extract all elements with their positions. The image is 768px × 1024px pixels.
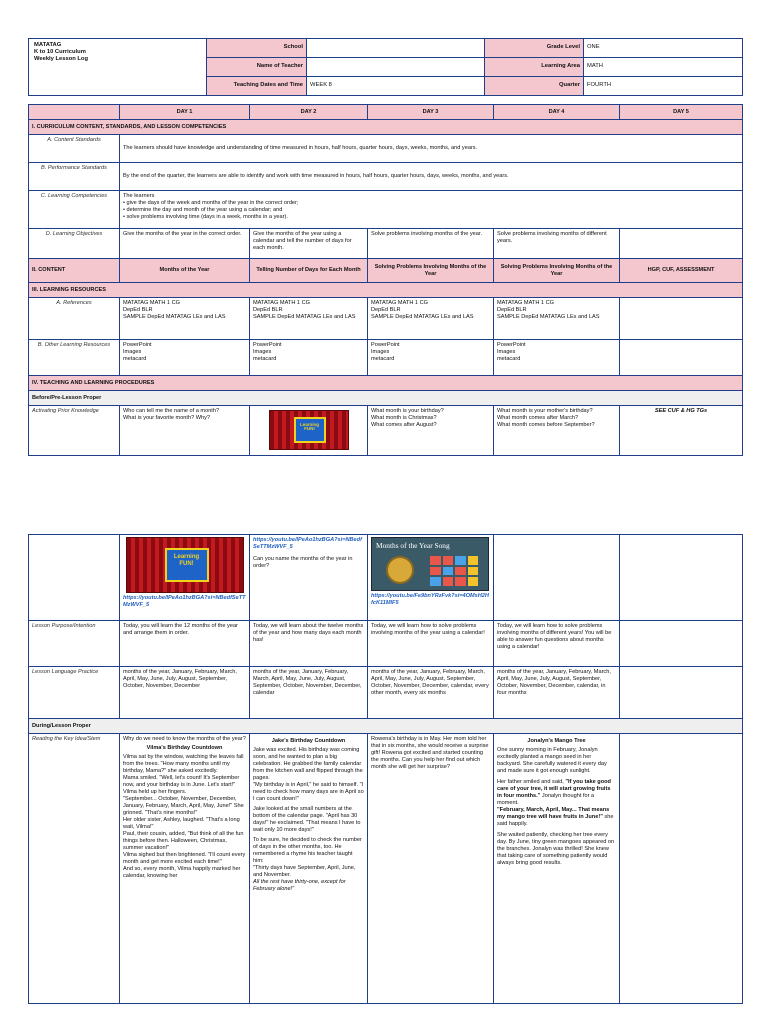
day-header: DAY 3 [368,105,494,120]
area-label: Learning Area [485,58,584,77]
ref-line: MATATAG MATH 1 CG [497,300,554,306]
story-title: Jonalyn's Mango Tree [527,738,586,744]
row-label: A. Content Standards [29,135,120,163]
activating-cell [368,406,494,456]
resources-cell [494,340,620,376]
ref-line: SAMPLE DepEd MATATAG LEs and LAS [371,313,474,320]
content-cell: Solving Problems Involving Months of the Year [494,259,620,283]
subsection-heading: Before/Pre-Lesson Proper [29,391,743,406]
reading-cell: Rowena's birthday is in May. Her mom told her that in six months, she would receive a surprise gift! Rowena got excited and started counting the months. Can you help her find out which month she will get her surprise? [368,734,494,1004]
ref-line: SAMPLE DepEd MATATAG LEs and LAS [123,313,226,320]
video-link[interactable]: https://youtu.be/lPeAo1hzBGA?si=NBedfSeTTMzWVF_5 [123,595,246,608]
section-heading: IV. TEACHING AND LEARNING PROCEDURES [29,376,743,391]
quarter-label: Quarter [485,77,584,96]
reading-cell [494,734,620,1004]
language-cell [620,667,743,719]
curtain-image [269,410,349,450]
question-line: What month comes after March? [497,414,579,421]
story-line: Vilma sat by the window, watching the leaves fall from the trees. "How many months until my birthday, Mama?" she asked excitedly. [123,753,244,774]
reading-cell [250,734,368,1004]
language-cell: months of the year, January, February, March, April, May, June, July, August, September, October, November, December, calendar [250,667,368,719]
language-cell: months of the year, January, February, March, April, May, June, July, August, September, October, November, December, calendar, in four months [494,667,620,719]
story-line: Paul, their cousin, added, "But think of all the fun things before then. Halloween, Christmas, summer vacation!" [123,830,244,851]
row-label: B. Performance Standards [29,163,120,191]
competencies-text [120,191,743,229]
reading-intro: Why do we need to know the months of the year? [123,736,246,742]
purpose-cell: Today, we will learn how to solve problems involving months of different years! You will be able to answer fun questions about months using a calendar! [494,621,620,667]
activating-image-cell [250,406,368,456]
content-cell: HGP, CUF, ASSESSMENT [620,259,743,283]
day-header: DAY 2 [250,105,368,120]
competency-line: • determine the day and month of the year using a calendar; and [123,206,283,213]
objective-cell: Give the months of the year in the correct order. [120,229,250,259]
brand-line: MATATAG [34,42,62,48]
resource-line: Images [253,348,272,355]
content-cell: Months of the Year [120,259,250,283]
story-line: "September... October, November, December, January, February, March, April, May, June!" She grinned. "That's nine months!" [123,795,244,816]
lesson-table-top [28,104,743,456]
story-line: To be sure, he decided to check the number of days in the other months, too. He remembered a rhyme his teacher taught him: [253,836,362,864]
references-cell [494,298,620,340]
brand-line: Weekly Lesson Log [34,56,89,63]
story-line: "Thirty days have September, April, June, and November. [253,864,356,878]
references-cell [250,298,368,340]
story-title: Jake's Birthday Countdown [271,738,346,744]
resource-line: metacard [123,355,147,362]
day-header: DAY 5 [620,105,743,120]
resource-line: Images [123,348,142,355]
question-text: Can you name the months of the year in order? [253,555,353,569]
lesson-table-bottom [28,534,743,1004]
language-cell: months of the year, January, February, March, April, May, June, July, August, September, October, November, December [120,667,250,719]
story-bold: "February, March, April, May... That means my mango tree will have fruits in June!" [497,806,610,820]
grade-value: ONE [584,39,743,58]
image-sign: Learning FUN! [294,417,326,443]
grade-label: Grade Level [485,39,584,58]
clock-icon [386,556,414,584]
story-line: "My birthday is in April," he said to himself. "I need to check how many days are in April so I can count down!" [253,781,364,802]
header-table [28,38,743,96]
months-song-image [371,537,489,591]
ref-line: MATATAG MATH 1 CG [253,300,310,306]
references-cell [120,298,250,340]
dates-value: WEEK 8 [307,77,485,96]
competency-line: • solve problems involving time (days in a week, months in a year). [123,213,288,220]
question-line: What is your favorite month? Why? [123,414,211,421]
brand-line: K to 10 Curriculum [34,49,86,56]
corner-cell [29,105,120,120]
image-sign: Learning FUN! [165,548,209,582]
resources-cell [250,340,368,376]
resource-line: PowerPoint [497,342,526,348]
story-bold: "If you take good care of your tree, it will start growing fruits in four months." [497,778,611,799]
row-label: Lesson Purpose/Intention [29,621,120,667]
ref-line: DepEd BLR [497,306,527,313]
objective-cell: Solve problems involving months of different years. [494,229,620,259]
content-cell: Telling Number of Days for Each Month [250,259,368,283]
curtain-image [126,537,244,593]
story-line: Vilma sighed but then brightened. "I'll count every month and get more excited each time!" [123,851,246,865]
subsection-heading: During/Lesson Proper [29,719,743,734]
objective-cell [620,229,743,259]
section-heading: III. LEARNING RESOURCES [29,283,743,298]
story-line: Jake looked at the small numbers at the bottom of the calendar page. "April has 30 days!" he exclaimed. "That means I have to wait only 10 more days!" [253,805,361,833]
ref-line: SAMPLE DepEd MATATAG LEs and LAS [253,313,356,320]
resource-line: Images [497,348,516,355]
row-label: C. Learning Competencies [29,191,120,229]
calendar-grid-icon [430,556,478,586]
image-title: Months of the Year Song [376,541,450,550]
ref-line: DepEd BLR [123,306,153,313]
ref-line: MATATAG MATH 1 CG [371,300,428,306]
competency-line: • give the days of the week and months of the year in the correct order; [123,199,299,206]
video-cell [368,535,494,621]
quarter-value: FOURTH [584,77,743,96]
purpose-cell: Today, we will learn how to solve problems involving months of the year using a calendar! [368,621,494,667]
row-label: Activating Prior Knowledge [29,406,120,456]
resource-line: metacard [253,355,277,362]
school-value [307,39,485,58]
area-value: MATH [584,58,743,77]
row-label: A. References [29,298,120,340]
question-line: Who can tell me the name of a month? [123,408,220,414]
activating-cell [494,406,620,456]
purpose-cell: Today, you will learn the 12 months of the year and arrange them in order. [120,621,250,667]
ref-line: SAMPLE DepEd MATATAG LEs and LAS [497,313,600,320]
story-paragraph [497,779,616,807]
reading-cell [620,734,743,1004]
empty-cell [494,535,620,621]
story-paragraph [497,807,616,828]
video-link[interactable]: https://youtu.be/lPeAo1hzBGA?si=NBedfSeTTMzWVF_5 [253,537,362,550]
question-line: What month is your mother's birthday? [497,408,593,414]
resource-line: PowerPoint [253,342,282,348]
video-link[interactable]: https://youtu.be/Fe9bnYRzFvk?si=4OMsH2HfcK11MlF5 [371,593,489,606]
resource-line: PowerPoint [371,342,400,348]
references-cell [620,298,743,340]
video-cell [120,535,250,621]
brand-block [29,39,207,96]
resources-cell [368,340,494,376]
story-line: Vilma held up her fingers. [123,788,187,795]
purpose-cell [620,621,743,667]
row-label: B. Other Learning Resources [29,340,120,376]
references-cell [368,298,494,340]
question-line: What month is your birthday? [371,408,444,414]
ref-line: DepEd BLR [371,306,401,313]
resource-line: PowerPoint [123,342,152,348]
competency-line: The learners [123,193,155,199]
story-line: Mama smiled. "Well, let's count! It's September now, and your birthday is in June. Let's start!" [123,774,240,788]
objective-cell: Give the months of the year using a calendar and tell the number of days for each month. [250,229,368,259]
dates-label: Teaching Dates and Time [207,77,307,96]
activating-cell [120,406,250,456]
teacher-value [307,58,485,77]
story-line: Jake was excited. His birthday was coming soon, and he wanted to plan a big celebration. He grabbed the family calendar from the kitchen wall and flipped through the pages. [253,746,363,781]
question-line: What month comes before September? [497,421,595,428]
story-line: And so, every month, Vilma happily marked her calendar, knowing her [123,865,241,879]
resource-line: Images [371,348,390,355]
resources-cell [620,340,743,376]
language-cell: months of the year, January, February, March, April, May, June, July, August, September, October, November, December, calendar, every other month, every six months [368,667,494,719]
content-cell: Solving Problems Involving Months of the Year [368,259,494,283]
story-text: she said happily. [497,813,614,827]
teacher-label: Name of Teacher [207,58,307,77]
story-line: Her older sister, Ashley, laughed. "That's a long wait, Vilma!" [123,816,240,830]
day-header: DAY 1 [120,105,250,120]
performance-standards-text: By the end of the quarter, the learners are able to identify and work with time measured in hours, half hours, quarter hours, days, weeks, months, and years. [120,163,743,191]
row-label: Reading the Key Idea/Stem [29,734,120,1004]
row-label [29,535,120,621]
row-label: D. Learning Objectives [29,229,120,259]
ref-line: DepEd BLR [253,306,283,313]
content-standards-text: The learners should have knowledge and understanding of time measured in hours, half hours, quarter hours, days, weeks, months, and years. [120,135,743,163]
section-heading: I. CURRICULUM CONTENT, STANDARDS, AND LESSON COMPETENCIES [29,120,743,135]
resource-line: metacard [371,355,395,362]
story-text: Her father smiled and said, [497,778,566,785]
resources-cell [120,340,250,376]
question-line: What month is Christmas? [371,414,437,421]
story-title: Vilma's Birthday Countdown [146,744,223,751]
story-text: Jonalyn thought for a moment. [497,792,595,806]
story-line: All the rest have thirty-one, except for February alone!" [253,878,346,892]
video-cell [250,535,368,621]
question-line: What comes after August? [371,421,437,428]
activating-cell: SEE CUF & HG TGs [620,406,743,456]
story-line: She waited patiently, checking her tree every day. By June, tiny green mangoes appeared on the branches. Jonalyn was thrilled! She knew that taking care of something patiently would always bring good results. [497,831,615,866]
story-line: One sunny morning in February, Jonalyn excitedly planted a mango seed in her backyard. She carefully watered it every day and made sure it got enough sunlight. [497,746,607,774]
content-label: II. CONTENT [29,259,120,283]
purpose-cell: Today, we will learn about the twelve months of the year and how many days each month has! [250,621,368,667]
resource-line: metacard [497,355,521,362]
day-header: DAY 4 [494,105,620,120]
reading-cell [120,734,250,1004]
objective-cell: Solve problems involving months of the year. [368,229,494,259]
empty-cell [620,535,743,621]
ref-line: MATATAG MATH 1 CG [123,300,180,306]
school-label: School [207,39,307,58]
row-label: Lesson Language Practice [29,667,120,719]
